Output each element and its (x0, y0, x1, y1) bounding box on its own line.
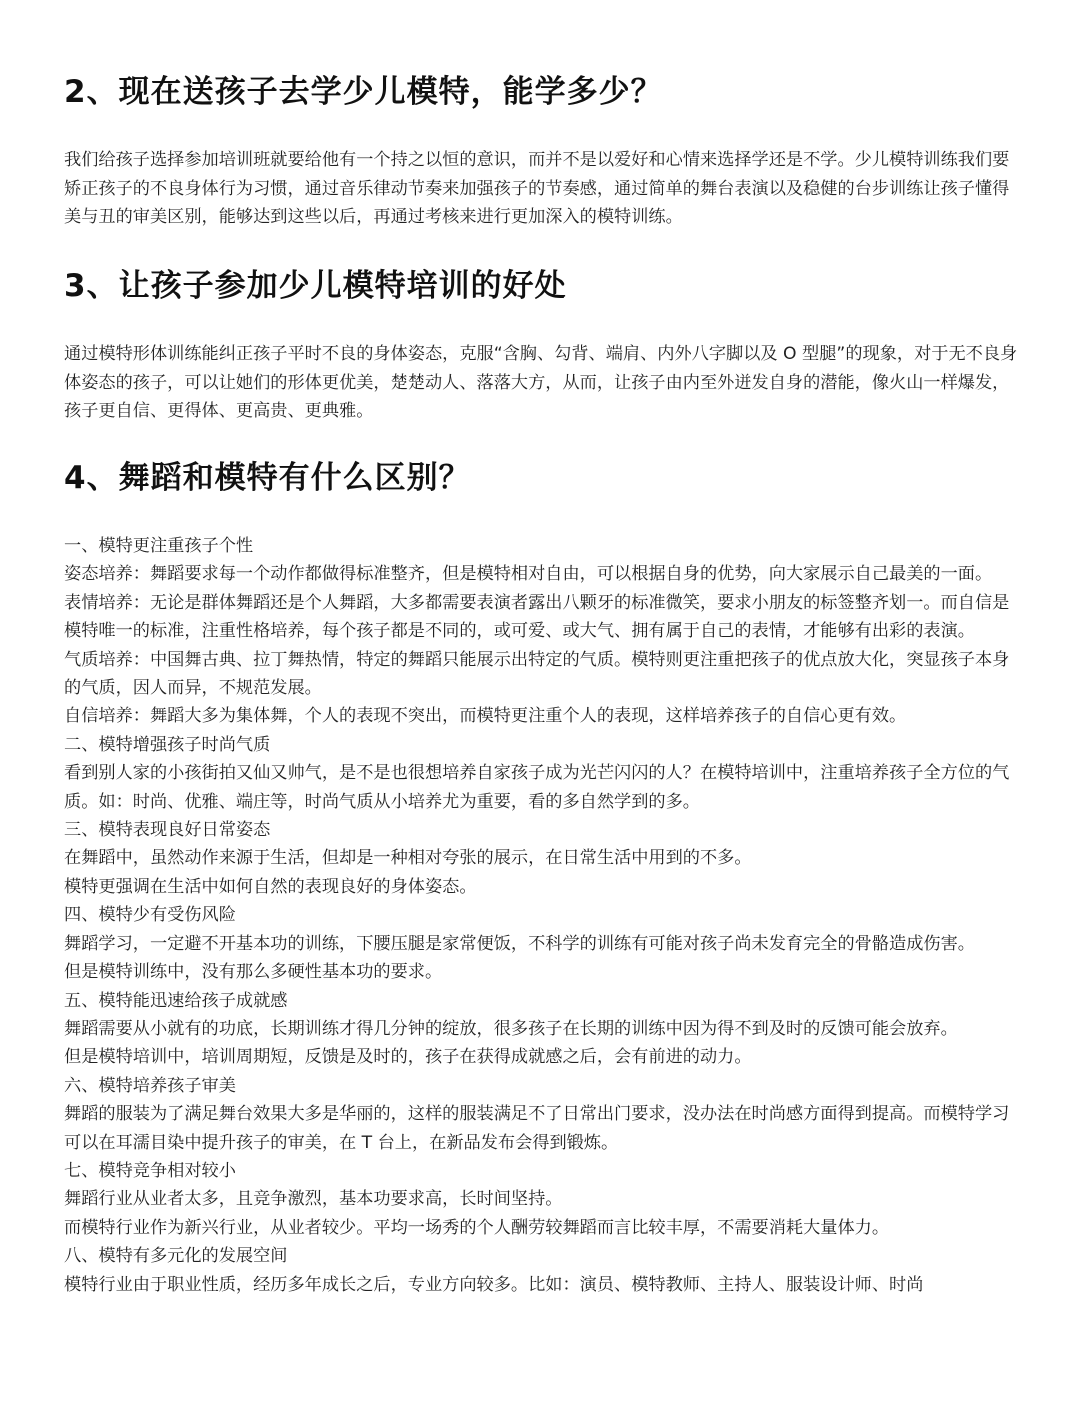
subheading-6: 六、模特培养孩子审美 (64, 1075, 236, 1096)
subheading-4: 四、模特少有受伤风险 (64, 905, 236, 926)
body-line: 舞蹈的服装为了满足舞台效果大多是华丽的，这样的服装满足不了日常出门要求，没办法在时尚感方面得到提高。而模特学习可以在耳濡目染中提升孩子的审美，在 T 台上，在新品发布会得到锻炼。 (64, 1104, 1010, 1153)
body-line: 但是模特训练中，没有那么多硬性基本功的要求。 (64, 962, 443, 983)
body-line: 在舞蹈中，虽然动作来源于生活，但却是一种相对夸张的展示，在日常生活中用到的不多。 (64, 848, 752, 869)
subheading-7: 七、模特竞争相对较小 (64, 1160, 236, 1181)
subheading-3: 三、模特表现良好日常姿态 (64, 820, 271, 841)
body-line: 舞蹈行业从业者太多，且竞争激烈，基本功要求高，长时间坚持。 (64, 1189, 563, 1210)
body-line: 看到别人家的小孩街拍又仙又帅气，是不是也很想培养自家孩子成为光芒闪闪的人？在模特培训中，注重培养孩子全方位的气质。如：时尚、优雅、端庄等，时尚气质从小培养尤为重要，看的多自然学到的多。 (64, 763, 1010, 812)
body-line: 而模特行业作为新兴行业，从业者较少。平均一场秀的个人酬劳较舞蹈而言比较丰厚，不需要消耗大量体力。 (64, 1217, 890, 1238)
body-line: 气质培养：中国舞古典、拉丁舞热情，特定的舞蹈只能展示出特定的气质。模特则更注重把孩子的优点放大化，突显孩子本身的气质，因人而异，不规范发展。 (64, 649, 1010, 699)
body-line: 姿态培养：舞蹈要求每一个动作都做得标准整齐，但是模特相对自由，可以根据自身的优势，向大家展示自己最美的一面。 (64, 564, 993, 585)
body-line: 模特更强调在生活中如何自然的表现良好的身体姿态。 (64, 876, 477, 897)
body-line: 表情培养：无论是群体舞蹈还是个人舞蹈，大多都需要表演者露出八颗牙的标准微笑，要求小朋友的标签整齐划一。而自信是模特唯一的标准，注重性格培养，每个孩子都是不同的，或可爱、或大气、拥有属于自己的表情，才能够有出彩的表演。 (64, 592, 1010, 642)
section-2-paragraph: 我们给孩子选择参加培训班就要给他有一个持之以恒的意识，而并不是以爱好和心情来选择学还是不学。少儿模特训练我们要矫正孩子的不良身体行为习惯，通过音乐律动节奏来加强孩子的节奏感，通过简单的舞台表演以及稳健的台步训练让孩子懂得美与丑的审美区别，能够达到这些以后，再通过考核来进行更加深入的模特训练。 (64, 150, 1010, 227)
body-line: 模特行业由于职业性质，经历多年成长之后，专业方向较多。比如：演员、模特教师、主持人、服装设计师、时尚 (64, 1274, 924, 1295)
subheading-5: 五、模特能迅速给孩子成就感 (64, 990, 288, 1011)
section-4-heading: 4、舞蹈和模特有什么区别？ (64, 460, 471, 496)
body-line: 舞蹈需要从小就有的功底，长期训练才得几分钟的绽放，很多孩子在长期的训练中因为得不到及时的反馈可能会放弃。 (64, 1018, 958, 1039)
body-line: 但是模特培训中，培训周期短，反馈是及时的，孩子在获得成就感之后，会有前进的动力。 (64, 1047, 752, 1068)
subheading-2: 二、模特增强孩子时尚气质 (64, 734, 271, 755)
body-line: 舞蹈学习，一定避不开基本功的训练，下腰压腿是家常便饭，不科学的训练有可能对孩子尚未发育完全的骨骼造成伤害。 (64, 933, 975, 954)
subheading-8: 八、模特有多元化的发展空间 (64, 1246, 288, 1267)
section-3-paragraph: 通过模特形体训练能纠正孩子平时不良的身体姿态，克服“含胸、勾背、端肩、内外八字脚以及 O 型腿”的现象，对于无不良身体姿态的孩子，可以让她们的形体更优美，楚楚动人、落落大方，从而，让孩子由内至外迸发自身的潜能，像火山一样爆发，孩子更自信、更得体、更高贵、更典雅。 (64, 344, 1018, 421)
subheading-1: 一、模特更注重孩子个性 (64, 536, 254, 556)
section-2-heading: 2、现在送孩子去学少儿模特，能学多少？ (64, 74, 663, 110)
body-line: 自信培养：舞蹈大多为集体舞，个人的表现不突出，而模特更注重个人的表现，这样培养孩子的自信心更有效。 (64, 706, 907, 727)
section-3-heading: 3、让孩子参加少儿模特培训的好处 (64, 268, 567, 304)
section-4-body (64, 532, 1022, 1299)
